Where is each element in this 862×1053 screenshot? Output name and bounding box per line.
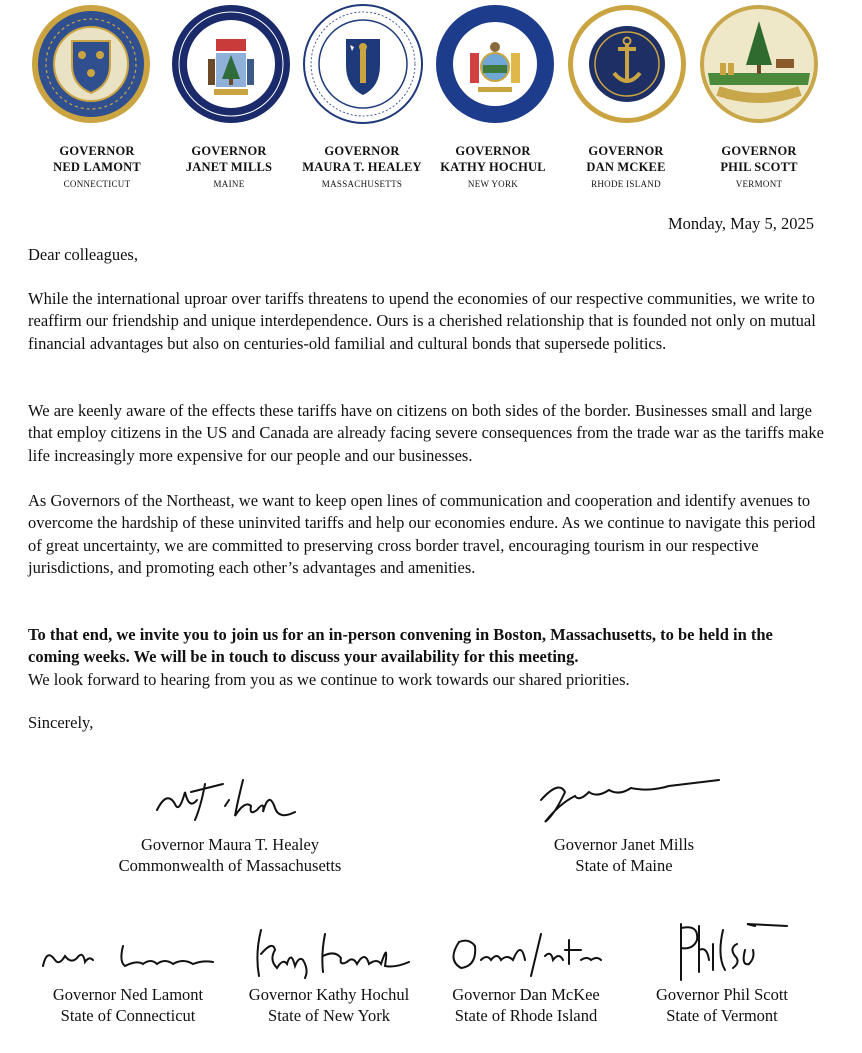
governor-header-rhode-island [560,0,694,125]
signatory-name: Governor Janet Mills [553,835,695,854]
governor-name: JANET MILLS [185,160,273,174]
paragraph-text: While the international uproar over tariffs threatens to upend the economies of our respective communities, we write to reaffirm our friendship and unique interdependence. Ours is a cherished relationship that is founded not only on mutual financial advantages but also on centuries-old familial and cultural bonds that supersede politics. [28,289,816,353]
signature-block-healey [90,770,370,876]
governor-label-new-york [426,130,560,193]
governor-title: GOVERNOR [324,144,400,158]
bold-invitation-text: To that end, we invite you to join us for an in-person convening in Boston, Massachusetts, to be held in the coming weeks. We will be in touch to discuss your availability for this meeting. [28,625,773,667]
signature-block-scott [634,920,810,1026]
signature-block-mills [504,770,744,876]
signature-block-hochul [232,920,426,1026]
letter-signoff [28,712,828,734]
letter-paragraph-1 [28,288,828,355]
governor-label-rhode-island [559,130,693,193]
rhode-island-seal-icon [566,3,688,125]
signatory-entity: State of Maine [575,856,673,875]
governor-header-maine [164,0,298,125]
governor-state: MAINE [213,179,245,189]
new-york-seal-icon [434,3,556,125]
governor-title: GOVERNOR [191,144,267,158]
governor-title: GOVERNOR [721,144,797,158]
signature-block-lamont [30,920,226,1026]
governor-label-vermont [692,130,826,193]
governor-name: NED LAMONT [53,160,141,174]
vermont-seal-icon [698,3,820,125]
signatory-name: Governor Maura T. Healey [140,835,320,854]
massachusetts-seal-icon [302,3,424,125]
governor-name: PHIL SCOTT [720,160,798,174]
mckee-signature-icon [441,920,611,984]
healey-signature-icon [145,770,315,834]
signatory-name: Governor Ned Lamont [52,985,204,1004]
governor-state: RHODE ISLAND [591,179,661,189]
signoff-text: Sincerely, [28,713,94,732]
governor-header-vermont [692,0,826,125]
letter-salutation [28,244,828,266]
governor-state: MASSACHUSETTS [321,179,403,189]
signatory-name: Governor Dan McKee [452,985,600,1004]
signatory-name: Governor Phil Scott [656,985,788,1004]
governor-name: KATHY HOCHUL [440,160,546,174]
closing-line-text: We look forward to hearing from you as we continue to work towards our shared priorities. [28,669,630,689]
signatory-entity: State of New York [268,1006,390,1025]
paragraph-text: As Governors of the Northeast, we want to keep open lines of communication and cooperation and identify avenues to overcome the hardship of these uninvited tariffs and help our economies endure. As we continue to navigate this period of great uncertainty, we are committed to preserving cross border travel, encouraging tourism in our respective jurisdictions, and promoting each other’s advantages and amenities. [28,491,816,577]
letter-paragraph-4 [28,624,828,691]
signatory-entity: State of Rhode Island [454,1006,598,1025]
governor-title: GOVERNOR [455,144,531,158]
governor-header-massachusetts [296,0,430,125]
signature-block-mckee [436,920,616,1026]
governor-title: GOVERNOR [59,144,135,158]
governor-title: GOVERNOR [588,144,664,158]
governor-name: DAN MCKEE [586,160,666,174]
governor-label-connecticut [30,130,164,193]
letter-paragraph-2 [28,400,828,467]
governor-header-connecticut [24,0,158,125]
governor-name: MAURA T. HEALEY [302,160,422,174]
scott-signature-icon [637,920,807,984]
governor-state: NEW YORK [467,179,519,189]
lamont-signature-icon [33,920,223,984]
governor-state: CONNECTICUT [63,179,131,189]
signatory-entity: State of Vermont [666,1006,778,1025]
paragraph-text: We are keenly aware of the effects these tariffs have on citizens on both sides of the border. Businesses small and large that employ citizens in the US and Canada are already facing severe consequences from the trade war as the tariffs make life increasingly more expensive for our people and our businesses. [28,401,824,465]
maine-seal-icon [170,3,292,125]
signatory-entity: Commonwealth of Massachusetts [118,856,342,875]
governor-state: VERMONT [735,179,783,189]
salutation-text: Dear colleagues, [28,245,138,264]
letter-paragraph-3 [28,490,828,579]
mills-signature-icon [519,770,729,834]
letter-date: Monday, May 5, 2025 [667,214,814,233]
governor-label-maine [162,130,296,193]
letterhead [0,0,862,200]
governor-header-new-york [428,0,562,125]
signatory-entity: State of Connecticut [60,1006,196,1025]
governor-label-massachusetts [292,130,432,193]
connecticut-seal-icon [30,3,152,125]
hochul-signature-icon [239,920,419,984]
signatory-name: Governor Kathy Hochul [248,985,410,1004]
